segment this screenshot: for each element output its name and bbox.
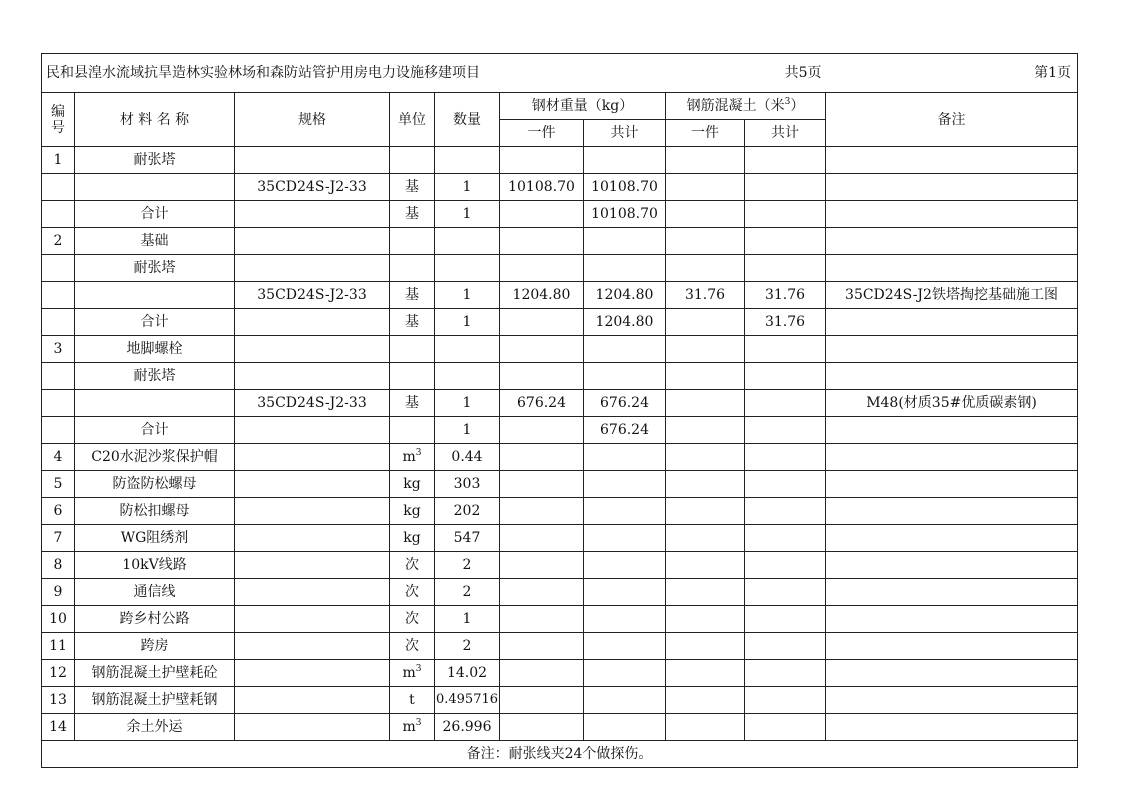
cell-name: C20水泥沙浆保护帽 bbox=[75, 444, 235, 471]
unit-value: t bbox=[409, 692, 415, 708]
cell-spec bbox=[235, 255, 390, 282]
cell-unit bbox=[390, 525, 435, 552]
cell-unit bbox=[390, 687, 435, 714]
footer-note: 备注：耐张线夹24个做探伤。 bbox=[42, 741, 1078, 768]
cell-conc-total bbox=[745, 552, 826, 579]
cell-spec bbox=[235, 660, 390, 687]
table-row bbox=[42, 633, 1078, 660]
project-title: 民和县湟水流域抗旱造林实验林场和森防站管护用房电力设施移建项目 bbox=[42, 54, 745, 93]
cell-remark bbox=[826, 174, 1078, 201]
cell-conc-one bbox=[666, 687, 745, 714]
table-row bbox=[42, 687, 1078, 714]
cell-steel-one bbox=[500, 471, 584, 498]
cell-conc-total bbox=[745, 174, 826, 201]
cell-conc-total bbox=[745, 606, 826, 633]
cell-conc-one bbox=[666, 606, 745, 633]
unit-value: 基 bbox=[405, 314, 419, 330]
cell-steel-total: 1204.80 bbox=[584, 309, 666, 336]
cell-conc-total: 31.76 bbox=[745, 309, 826, 336]
cell-unit bbox=[390, 714, 435, 741]
cell-conc-one bbox=[666, 255, 745, 282]
table-row bbox=[42, 336, 1078, 363]
cell-steel-one bbox=[500, 363, 584, 390]
cell-no bbox=[42, 363, 75, 390]
cell-qty: 547 bbox=[435, 525, 500, 552]
col-header-name: 材 料 名 称 bbox=[75, 93, 235, 147]
table-row bbox=[42, 282, 1078, 309]
cell-remark bbox=[826, 309, 1078, 336]
cell-spec bbox=[235, 552, 390, 579]
cell-no: 13 bbox=[42, 687, 75, 714]
cell-steel-one bbox=[500, 336, 584, 363]
cell-conc-total bbox=[745, 633, 826, 660]
cell-name: 钢筋混凝土护壁耗钢 bbox=[75, 687, 235, 714]
cell-name bbox=[75, 390, 235, 417]
cell-unit bbox=[390, 147, 435, 174]
cell-no: 7 bbox=[42, 525, 75, 552]
cell-steel-total bbox=[584, 498, 666, 525]
cell-qty: 1 bbox=[435, 201, 500, 228]
cell-remark bbox=[826, 363, 1078, 390]
cell-conc-one bbox=[666, 579, 745, 606]
cell-steel-one bbox=[500, 147, 584, 174]
cell-qty: 0.44 bbox=[435, 444, 500, 471]
cell-spec bbox=[235, 147, 390, 174]
cell-steel-one bbox=[500, 255, 584, 282]
cell-unit bbox=[390, 579, 435, 606]
col-header-steel-one: 一件 bbox=[500, 120, 584, 147]
cell-steel-one bbox=[500, 714, 584, 741]
cell-spec: 35CD24S-J2-33 bbox=[235, 174, 390, 201]
cell-no: 4 bbox=[42, 444, 75, 471]
cell-conc-total bbox=[745, 363, 826, 390]
cell-qty: 1 bbox=[435, 309, 500, 336]
cell-qty bbox=[435, 336, 500, 363]
table-row bbox=[42, 390, 1078, 417]
cell-remark: M48(材质35#优质碳素钢) bbox=[826, 390, 1078, 417]
cell-steel-total bbox=[584, 606, 666, 633]
current-page: 第1页 bbox=[826, 54, 1078, 93]
table-row bbox=[42, 552, 1078, 579]
cell-conc-total bbox=[745, 579, 826, 606]
cell-steel-total: 676.24 bbox=[584, 390, 666, 417]
unit-value: 基 bbox=[405, 287, 419, 303]
cell-spec bbox=[235, 687, 390, 714]
cell-unit bbox=[390, 282, 435, 309]
cell-qty: 2 bbox=[435, 552, 500, 579]
cell-steel-total bbox=[584, 579, 666, 606]
cell-steel-total: 10108.70 bbox=[584, 201, 666, 228]
table-row bbox=[42, 660, 1078, 687]
cell-unit bbox=[390, 471, 435, 498]
cell-conc-total bbox=[745, 336, 826, 363]
cell-conc-one bbox=[666, 633, 745, 660]
cell-no: 3 bbox=[42, 336, 75, 363]
cell-steel-total: 1204.80 bbox=[584, 282, 666, 309]
cell-unit bbox=[390, 444, 435, 471]
col-header-concrete bbox=[666, 93, 826, 120]
cell-no bbox=[42, 309, 75, 336]
cell-no: 6 bbox=[42, 498, 75, 525]
cell-unit bbox=[390, 552, 435, 579]
cell-unit bbox=[390, 417, 435, 444]
cell-spec: 35CD24S-J2-33 bbox=[235, 390, 390, 417]
cell-steel-total bbox=[584, 255, 666, 282]
cell-steel-one bbox=[500, 579, 584, 606]
unit-value: 基 bbox=[405, 395, 419, 411]
cell-conc-one bbox=[666, 309, 745, 336]
table-row bbox=[42, 309, 1078, 336]
cell-remark bbox=[826, 417, 1078, 444]
col-header-no bbox=[42, 93, 75, 147]
cell-remark: 35CD24S-J2铁塔掏挖基础施工图 bbox=[826, 282, 1078, 309]
table-row bbox=[42, 417, 1078, 444]
cell-no: 11 bbox=[42, 633, 75, 660]
cell-spec bbox=[235, 336, 390, 363]
cell-steel-total bbox=[584, 633, 666, 660]
unit-value: m bbox=[402, 449, 416, 465]
cell-spec bbox=[235, 606, 390, 633]
cell-conc-total bbox=[745, 255, 826, 282]
cell-conc-one bbox=[666, 417, 745, 444]
footer-row bbox=[42, 741, 1078, 768]
cell-qty bbox=[435, 228, 500, 255]
cell-steel-total bbox=[584, 336, 666, 363]
cell-conc-one bbox=[666, 174, 745, 201]
cell-qty: 202 bbox=[435, 498, 500, 525]
cell-qty: 1 bbox=[435, 390, 500, 417]
cell-conc-one bbox=[666, 228, 745, 255]
cell-unit bbox=[390, 660, 435, 687]
cell-spec bbox=[235, 417, 390, 444]
cell-conc-one bbox=[666, 552, 745, 579]
cell-spec bbox=[235, 498, 390, 525]
cell-steel-total: 10108.70 bbox=[584, 174, 666, 201]
cell-name: 防松扣螺母 bbox=[75, 498, 235, 525]
cell-unit bbox=[390, 201, 435, 228]
cell-spec: 35CD24S-J2-33 bbox=[235, 282, 390, 309]
cell-no: 10 bbox=[42, 606, 75, 633]
cell-conc-total bbox=[745, 498, 826, 525]
cell-name: 10kV线路 bbox=[75, 552, 235, 579]
unit-value: m bbox=[402, 665, 416, 681]
unit-value: 次 bbox=[405, 557, 419, 573]
unit-value: kg bbox=[403, 503, 421, 519]
cell-name: 合计 bbox=[75, 309, 235, 336]
cell-steel-total bbox=[584, 147, 666, 174]
cell-conc-total bbox=[745, 390, 826, 417]
cell-unit bbox=[390, 174, 435, 201]
cell-name: 基础 bbox=[75, 228, 235, 255]
material-table bbox=[41, 53, 1078, 768]
cell-spec bbox=[235, 633, 390, 660]
cell-no: 12 bbox=[42, 660, 75, 687]
cell-no: 5 bbox=[42, 471, 75, 498]
cell-conc-one bbox=[666, 444, 745, 471]
cell-conc-one bbox=[666, 336, 745, 363]
cell-conc-one bbox=[666, 660, 745, 687]
col-header-conc-one: 一件 bbox=[666, 120, 745, 147]
cell-unit bbox=[390, 633, 435, 660]
cell-spec bbox=[235, 309, 390, 336]
cell-spec bbox=[235, 714, 390, 741]
cell-unit bbox=[390, 309, 435, 336]
table-row bbox=[42, 579, 1078, 606]
table-row bbox=[42, 201, 1078, 228]
unit-value: kg bbox=[403, 530, 421, 546]
cell-spec bbox=[235, 444, 390, 471]
cell-conc-total bbox=[745, 525, 826, 552]
col-header-steel-total: 共计 bbox=[584, 120, 666, 147]
unit-value: 基 bbox=[405, 206, 419, 222]
cell-no: 9 bbox=[42, 579, 75, 606]
unit-value: m bbox=[402, 719, 416, 735]
cell-conc-total bbox=[745, 687, 826, 714]
cell-steel-total bbox=[584, 471, 666, 498]
cell-remark bbox=[826, 606, 1078, 633]
cell-no: 2 bbox=[42, 228, 75, 255]
cell-steel-total bbox=[584, 660, 666, 687]
cell-conc-one bbox=[666, 363, 745, 390]
col-header-spec: 规格 bbox=[235, 93, 390, 147]
cell-steel-one bbox=[500, 606, 584, 633]
cell-conc-one bbox=[666, 471, 745, 498]
concrete-sup: 3 bbox=[784, 97, 791, 107]
cell-steel-one bbox=[500, 444, 584, 471]
unit-value: 次 bbox=[405, 584, 419, 600]
cell-name: 防盗防松螺母 bbox=[75, 471, 235, 498]
cell-name: 跨乡村公路 bbox=[75, 606, 235, 633]
cell-qty bbox=[435, 363, 500, 390]
cell-name bbox=[75, 282, 235, 309]
cell-conc-one: 31.76 bbox=[666, 282, 745, 309]
unit-superscript: 3 bbox=[415, 448, 422, 458]
cell-qty: 303 bbox=[435, 471, 500, 498]
cell-name: 余土外运 bbox=[75, 714, 235, 741]
cell-conc-total bbox=[745, 471, 826, 498]
cell-no bbox=[42, 174, 75, 201]
cell-qty bbox=[435, 147, 500, 174]
cell-steel-one: 676.24 bbox=[500, 390, 584, 417]
header-row-1 bbox=[42, 93, 1078, 120]
cell-name: 耐张塔 bbox=[75, 147, 235, 174]
cell-name: 合计 bbox=[75, 201, 235, 228]
cell-steel-total bbox=[584, 687, 666, 714]
cell-unit bbox=[390, 363, 435, 390]
cell-remark bbox=[826, 687, 1078, 714]
col-header-conc-total: 共计 bbox=[745, 120, 826, 147]
cell-steel-one bbox=[500, 687, 584, 714]
cell-no: 14 bbox=[42, 714, 75, 741]
cell-remark bbox=[826, 498, 1078, 525]
cell-qty bbox=[435, 255, 500, 282]
cell-remark bbox=[826, 255, 1078, 282]
cell-unit bbox=[390, 228, 435, 255]
cell-conc-one bbox=[666, 525, 745, 552]
cell-conc-total: 31.76 bbox=[745, 282, 826, 309]
col-header-no-bottom: 号 bbox=[51, 119, 65, 136]
cell-name: 通信线 bbox=[75, 579, 235, 606]
cell-conc-total bbox=[745, 417, 826, 444]
cell-name: 耐张塔 bbox=[75, 363, 235, 390]
unit-superscript: 3 bbox=[415, 664, 422, 674]
cell-unit bbox=[390, 255, 435, 282]
unit-superscript: 3 bbox=[415, 718, 422, 728]
cell-no bbox=[42, 390, 75, 417]
cell-qty: 1 bbox=[435, 417, 500, 444]
cell-remark bbox=[826, 444, 1078, 471]
cell-steel-one bbox=[500, 660, 584, 687]
cell-conc-one bbox=[666, 201, 745, 228]
cell-steel-one bbox=[500, 552, 584, 579]
unit-value: 基 bbox=[405, 179, 419, 195]
cell-conc-total bbox=[745, 714, 826, 741]
table-row bbox=[42, 714, 1078, 741]
col-header-steel-weight: 钢材重量（kg） bbox=[500, 93, 666, 120]
cell-conc-total bbox=[745, 201, 826, 228]
cell-conc-total bbox=[745, 660, 826, 687]
col-header-qty: 数量 bbox=[435, 93, 500, 147]
table-row bbox=[42, 444, 1078, 471]
cell-steel-total bbox=[584, 363, 666, 390]
unit-value: kg bbox=[403, 476, 421, 492]
cell-no bbox=[42, 417, 75, 444]
cell-remark bbox=[826, 579, 1078, 606]
concrete-label: 钢筋混凝土（米 bbox=[686, 98, 785, 114]
cell-qty: 0.495716 bbox=[435, 687, 500, 714]
table-row bbox=[42, 147, 1078, 174]
cell-steel-one: 10108.70 bbox=[500, 174, 584, 201]
cell-steel-one bbox=[500, 498, 584, 525]
cell-steel-total bbox=[584, 714, 666, 741]
cell-steel-total bbox=[584, 552, 666, 579]
cell-spec bbox=[235, 201, 390, 228]
cell-unit bbox=[390, 498, 435, 525]
cell-remark bbox=[826, 633, 1078, 660]
cell-qty: 1 bbox=[435, 606, 500, 633]
cell-name: 钢筋混凝土护壁耗砼 bbox=[75, 660, 235, 687]
col-header-remark: 备注 bbox=[826, 93, 1078, 147]
col-header-no-top: 编 bbox=[51, 103, 65, 120]
cell-qty: 2 bbox=[435, 633, 500, 660]
cell-conc-one bbox=[666, 498, 745, 525]
cell-steel-total bbox=[584, 525, 666, 552]
cell-spec bbox=[235, 471, 390, 498]
cell-remark bbox=[826, 228, 1078, 255]
cell-qty: 14.02 bbox=[435, 660, 500, 687]
cell-name: WG阻绣剂 bbox=[75, 525, 235, 552]
cell-steel-one bbox=[500, 228, 584, 255]
cell-conc-total bbox=[745, 228, 826, 255]
cell-unit bbox=[390, 606, 435, 633]
title-row bbox=[42, 54, 1078, 93]
cell-steel-one bbox=[500, 417, 584, 444]
table-row bbox=[42, 525, 1078, 552]
table-row bbox=[42, 174, 1078, 201]
col-header-unit: 单位 bbox=[390, 93, 435, 147]
cell-conc-one bbox=[666, 390, 745, 417]
table-row bbox=[42, 471, 1078, 498]
cell-qty: 1 bbox=[435, 174, 500, 201]
total-pages: 共5页 bbox=[745, 54, 826, 93]
cell-name bbox=[75, 174, 235, 201]
cell-steel-total bbox=[584, 444, 666, 471]
cell-conc-one bbox=[666, 714, 745, 741]
cell-spec bbox=[235, 228, 390, 255]
cell-spec bbox=[235, 363, 390, 390]
concrete-label-end: ） bbox=[790, 98, 805, 114]
cell-steel-one bbox=[500, 525, 584, 552]
cell-name: 跨房 bbox=[75, 633, 235, 660]
cell-qty: 1 bbox=[435, 282, 500, 309]
cell-no bbox=[42, 282, 75, 309]
cell-name: 合计 bbox=[75, 417, 235, 444]
cell-remark bbox=[826, 714, 1078, 741]
cell-remark bbox=[826, 525, 1078, 552]
cell-remark bbox=[826, 552, 1078, 579]
unit-value: 次 bbox=[405, 638, 419, 654]
table-row bbox=[42, 255, 1078, 282]
cell-remark bbox=[826, 336, 1078, 363]
cell-spec bbox=[235, 579, 390, 606]
cell-no bbox=[42, 201, 75, 228]
cell-steel-one: 1204.80 bbox=[500, 282, 584, 309]
table-row bbox=[42, 228, 1078, 255]
cell-conc-one bbox=[666, 147, 745, 174]
cell-qty: 26.996 bbox=[435, 714, 500, 741]
cell-steel-one bbox=[500, 633, 584, 660]
cell-unit bbox=[390, 390, 435, 417]
cell-conc-total bbox=[745, 147, 826, 174]
cell-spec bbox=[235, 525, 390, 552]
table-row bbox=[42, 363, 1078, 390]
cell-no: 8 bbox=[42, 552, 75, 579]
unit-value: 次 bbox=[405, 611, 419, 627]
cell-conc-total bbox=[745, 444, 826, 471]
cell-no bbox=[42, 255, 75, 282]
cell-remark bbox=[826, 471, 1078, 498]
cell-steel-one bbox=[500, 309, 584, 336]
cell-no: 1 bbox=[42, 147, 75, 174]
cell-qty: 2 bbox=[435, 579, 500, 606]
cell-remark bbox=[826, 201, 1078, 228]
cell-steel-one bbox=[500, 201, 584, 228]
table-row bbox=[42, 606, 1078, 633]
cell-steel-total: 676.24 bbox=[584, 417, 666, 444]
cell-name: 地脚螺栓 bbox=[75, 336, 235, 363]
cell-remark bbox=[826, 660, 1078, 687]
cell-name: 耐张塔 bbox=[75, 255, 235, 282]
table-row bbox=[42, 498, 1078, 525]
cell-steel-total bbox=[584, 228, 666, 255]
cell-unit bbox=[390, 336, 435, 363]
cell-remark bbox=[826, 147, 1078, 174]
